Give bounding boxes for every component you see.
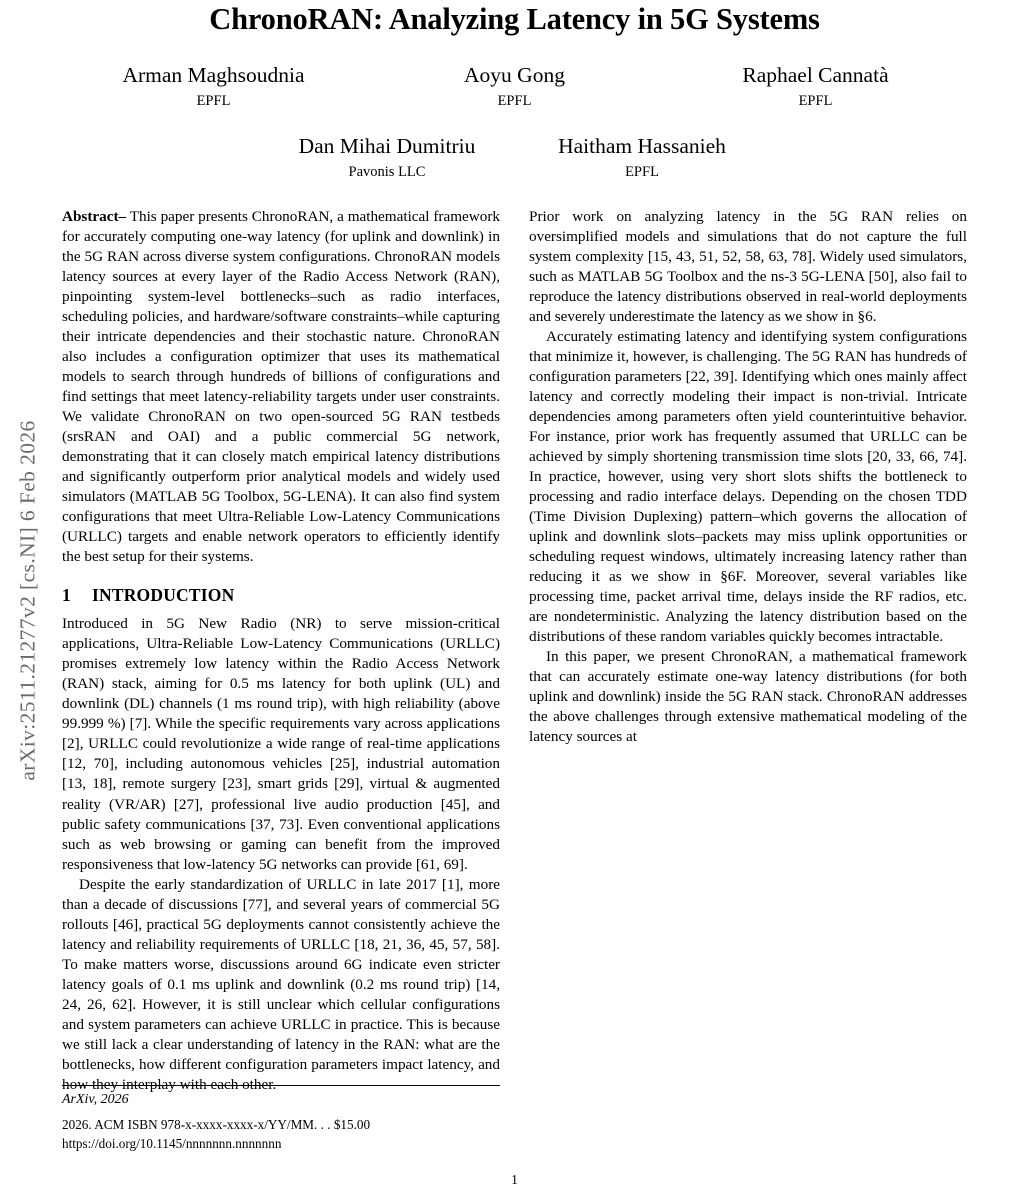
section-title: INTRODUCTION xyxy=(92,585,235,606)
author-row-2 xyxy=(62,134,967,181)
author-affiliation: EPFL xyxy=(196,92,231,109)
author-affiliation: EPFL xyxy=(625,163,659,180)
paragraph: Introduced in 5G New Radio (NR) to serve mission-critical applications, Ultra-Reliable Low-Latency Communications (URLLC) promises extremely low latency within the Radio Access Network (RAN) stack, aiming for 0.5 ms latency for both uplink (UL) and downlink (DL) channels (1 ms round trip), with high reliability (above 99.999 %) [7]. While the specific requirements vary across applications [2], URLLC could revolutionize a wide range of real-time applications [12, 70], including autonomous vehicles [25], industrial automation [13, 18], remote surgery [23], smart grids [29], virtual & augmented reality (VR/AR) [27], professional live audio production [45], and public safety communications [37, 73]. Even conventional applications such as web browsing or gaming can benefit from the improved responsiveness that low-latency 5G networks can provide [61, 69]. xyxy=(62,615,500,873)
author-block xyxy=(260,134,515,181)
author-block xyxy=(665,63,966,110)
section-heading-introduction xyxy=(62,584,500,607)
author-affiliation: EPFL xyxy=(497,92,532,109)
footer-venue: ArXiv, 2026 xyxy=(62,1092,129,1107)
footer-divider xyxy=(62,1085,500,1086)
page-number: 1 xyxy=(511,1172,518,1187)
author-name: Aoyu Gong xyxy=(464,63,565,88)
footer-block xyxy=(62,1085,500,1153)
author-name: Haitham Hassanieh xyxy=(558,133,726,158)
author-block xyxy=(63,63,364,110)
footer-copyright: 2026. ACM ISBN 978-x-xxxx-xxxx-x/YY/MM. . . $15.00 xyxy=(62,1116,371,1132)
column-right xyxy=(529,207,967,1095)
paragraph: In this paper, we present ChronoRAN, a mathematical framework that can accurately estimate one-way latency distributions (for both uplink and downlink) inside the 5G RAN stack. ChronoRAN addresses the above challenges through extensive mathematical modeling of the latency sources at xyxy=(529,648,967,746)
author-affiliation: EPFL xyxy=(798,92,833,109)
arxiv-stamp: arXiv:2511.21277v2 [cs.NI] 6 Feb 2026 xyxy=(15,420,40,781)
abstract-paragraph xyxy=(62,207,500,568)
author-name: Raphael Cannatà xyxy=(742,63,889,88)
author-affiliation: Pavonis LLC xyxy=(348,163,426,180)
abstract-text: This paper presents ChronoRAN, a mathematical framework for accurately computing one-way latency (for uplink and downlink) in the 5G RAN across diverse system configurations. ChronoRAN models latency sources at every layer of the Radio Access Network (RAN), pinpointing system-level bottlenecks–such as radio interfaces, scheduling policies, and hardware/software constraints–while capturing their intricate dependencies and their stochastic nature. ChronoRAN also includes a configuration optimizer that uses its mathematical models to search through hundreds of billions of configurations and find settings that meet latency-reliability targets under user constraints. We validate ChronoRAN on two open-sourced 5G RAN testbeds (srsRAN and OAI) and a public commercial 5G network, demonstrating that it can closely match empirical latency distributions and significantly outperform prior analytical models and widely used simulators (MATLAB 5G Toolbox, 5G-LENA). It can also find system configurations that meet Ultra-Reliable Low-Latency Communications (URLLC) targets and enable network operators to efficiently identify the best setup for their systems. xyxy=(62,207,500,566)
body-columns xyxy=(62,207,967,1095)
page-title: ChronoRAN: Analyzing Latency in 5G Systems xyxy=(209,2,820,36)
author-name: Dan Mihai Dumitriu xyxy=(298,133,476,158)
column-left xyxy=(62,207,500,1095)
author-block xyxy=(515,134,770,181)
section-number: 1 xyxy=(62,585,71,606)
paper-content xyxy=(62,0,967,1095)
author-row-1 xyxy=(62,63,967,110)
footer-doi: https://doi.org/10.1145/nnnnnnn.nnnnnnn xyxy=(62,1135,282,1151)
author-name: Arman Maghsoudnia xyxy=(122,63,305,88)
abstract-label: Abstract– xyxy=(62,207,127,225)
paragraph: Accurately estimating latency and identifying system configurations that minimize it, however, is challenging. The 5G RAN has hundreds of configuration parameters [22, 39]. Identifying which ones mainly affect latency and correctly modeling their impact is non-trivial. Intricate dependencies among parameters often yield counterintuitive behavior. For instance, prior work has frequently assumed that URLLC can be achieved by simply shortening transmission time slots [20, 33, 66, 74]. In practice, however, using very short slots shifts the bottleneck to processing and radio interface delays. Depending on the chosen TDD (Time Division Duplexing) pattern–which governs the allocation of uplink and downlink slots–packets may miss uplink opportunities or scheduling request windows, ultimately increasing latency rather than reducing it as we show in §6F. Moreover, several variables like processing time, packet arrival time, delays inside the RF radios, etc. are nondeterministic. Analyzing the latency distribution based on the distributions of these random variables quickly becomes intractable. xyxy=(529,327,967,646)
paragraph: Prior work on analyzing latency in the 5G RAN relies on oversimplified models and simulations that do not capture the full system complexity [15, 43, 51, 52, 58, 63, 78]. Widely used simulators, such as MATLAB 5G Toolbox and the ns-3 5G-LENA [50], also fail to reproduce the latency distributions observed in real-world deployments and severely underestimate the latency as we show in §6. xyxy=(529,207,967,325)
author-block xyxy=(364,63,665,110)
paragraph: Despite the early standardization of URLLC in late 2017 [1], more than a decade of discussions [77], and several years of commercial 5G rollouts [46], practical 5G deployments cannot consistently achieve the latency and reliability requirements of URLLC [18, 21, 36, 45, 57, 58]. To make matters worse, discussions around 6G indicate even stricter latency goals of 0.1 ms uplink and downlink (0.2 ms round trip) [14, 24, 26, 62]. However, it is still unclear which cellular configurations and system parameters can achieve URLLC in practice. This is because we still lack a clear understanding of latency in the RAN: what are the bottlenecks, how different configuration parameters impact latency, and how they interplay with each other. xyxy=(62,875,500,1093)
